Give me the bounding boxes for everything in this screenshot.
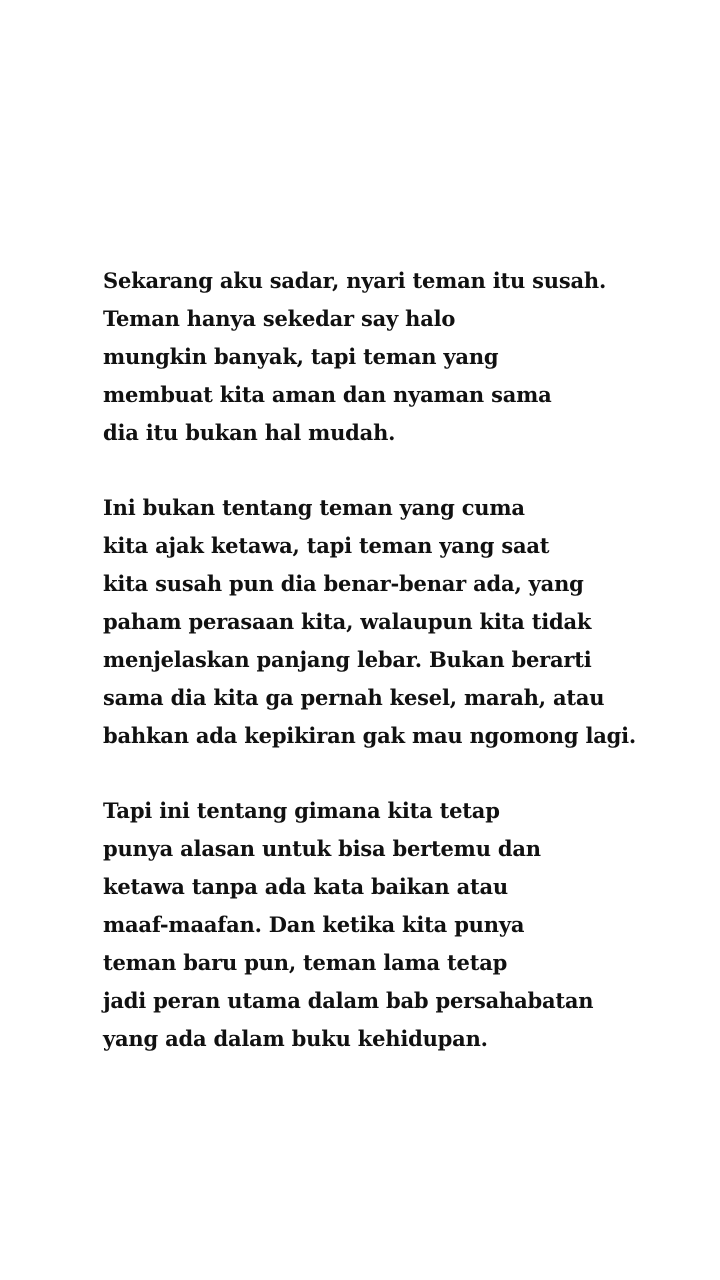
paragraph-3 [103,792,703,1058]
text-line: Ini bukan tentang teman yang cuma [103,495,525,520]
text-line: menjelaskan panjang lebar. Bukan berarti [103,647,592,672]
text-line: sama dia kita ga pernah kesel, marah, atau [103,685,605,710]
text-line: bahkan ada kepikiran gak mau ngomong lagi. [103,723,637,748]
text-line: jadi peran utama dalam bab persahabatan [103,988,594,1013]
text-line: punya alasan untuk bisa bertemu dan [103,836,541,861]
text-line: membuat kita aman dan nyaman sama [103,382,552,407]
paragraph-2 [103,489,703,755]
text-line: kita ajak ketawa, tapi teman yang saat [103,533,550,558]
text-line: ketawa tanpa ada kata baikan atau [103,874,508,899]
text-line: paham perasaan kita, walaupun kita tidak [103,609,592,634]
text-line: Sekarang aku sadar, nyari teman itu susah. [103,268,607,293]
text-line: Teman hanya sekedar say halo [103,306,456,331]
text-line: mungkin banyak, tapi teman yang [103,344,499,369]
text-line: maaf-maafan. Dan ketika kita punya [103,912,525,937]
text-line: Tapi ini tentang gimana kita tetap [103,798,500,823]
text-content [103,262,703,1058]
text-line: yang ada dalam buku kehidupan. [103,1026,488,1051]
paragraph-1 [103,262,703,452]
text-line: kita susah pun dia benar-benar ada, yang [103,571,584,596]
text-line: teman baru pun, teman lama tetap [103,950,508,975]
text-line: dia itu bukan hal mudah. [103,420,396,445]
